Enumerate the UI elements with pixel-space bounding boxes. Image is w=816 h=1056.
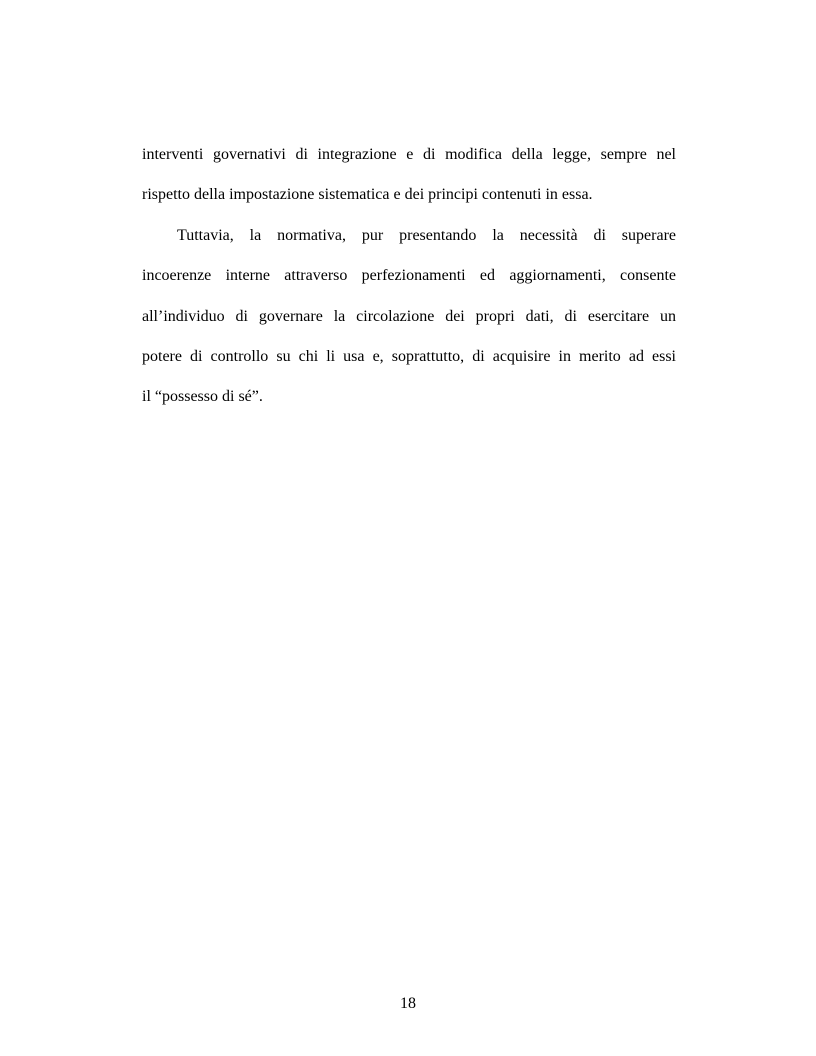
text-line: potere di controllo su chi li usa e, soprattutto, di acquisire in merito ad essi (142, 347, 676, 365)
text-line: rispetto della impostazione sistematica e dei principi contenuti in essa. (142, 186, 593, 204)
text-line: all’individuo di governare la circolazione dei propri dati, di esercitare un (142, 307, 676, 325)
text-line: interventi governativi di integrazione e di modifica della legge, sempre nel (142, 146, 676, 163)
body-text (142, 135, 676, 418)
text-line: Tuttavia, la normativa, pur presentando la necessità di superare (177, 226, 676, 244)
page-number: 18 (400, 995, 416, 1012)
text-line: il “possesso di sé”. (142, 388, 263, 406)
text-line: incoerenze interne attraverso perfezionamenti ed aggiornamenti, consente (142, 267, 676, 285)
paragraph (142, 216, 676, 418)
paragraph (142, 135, 676, 216)
